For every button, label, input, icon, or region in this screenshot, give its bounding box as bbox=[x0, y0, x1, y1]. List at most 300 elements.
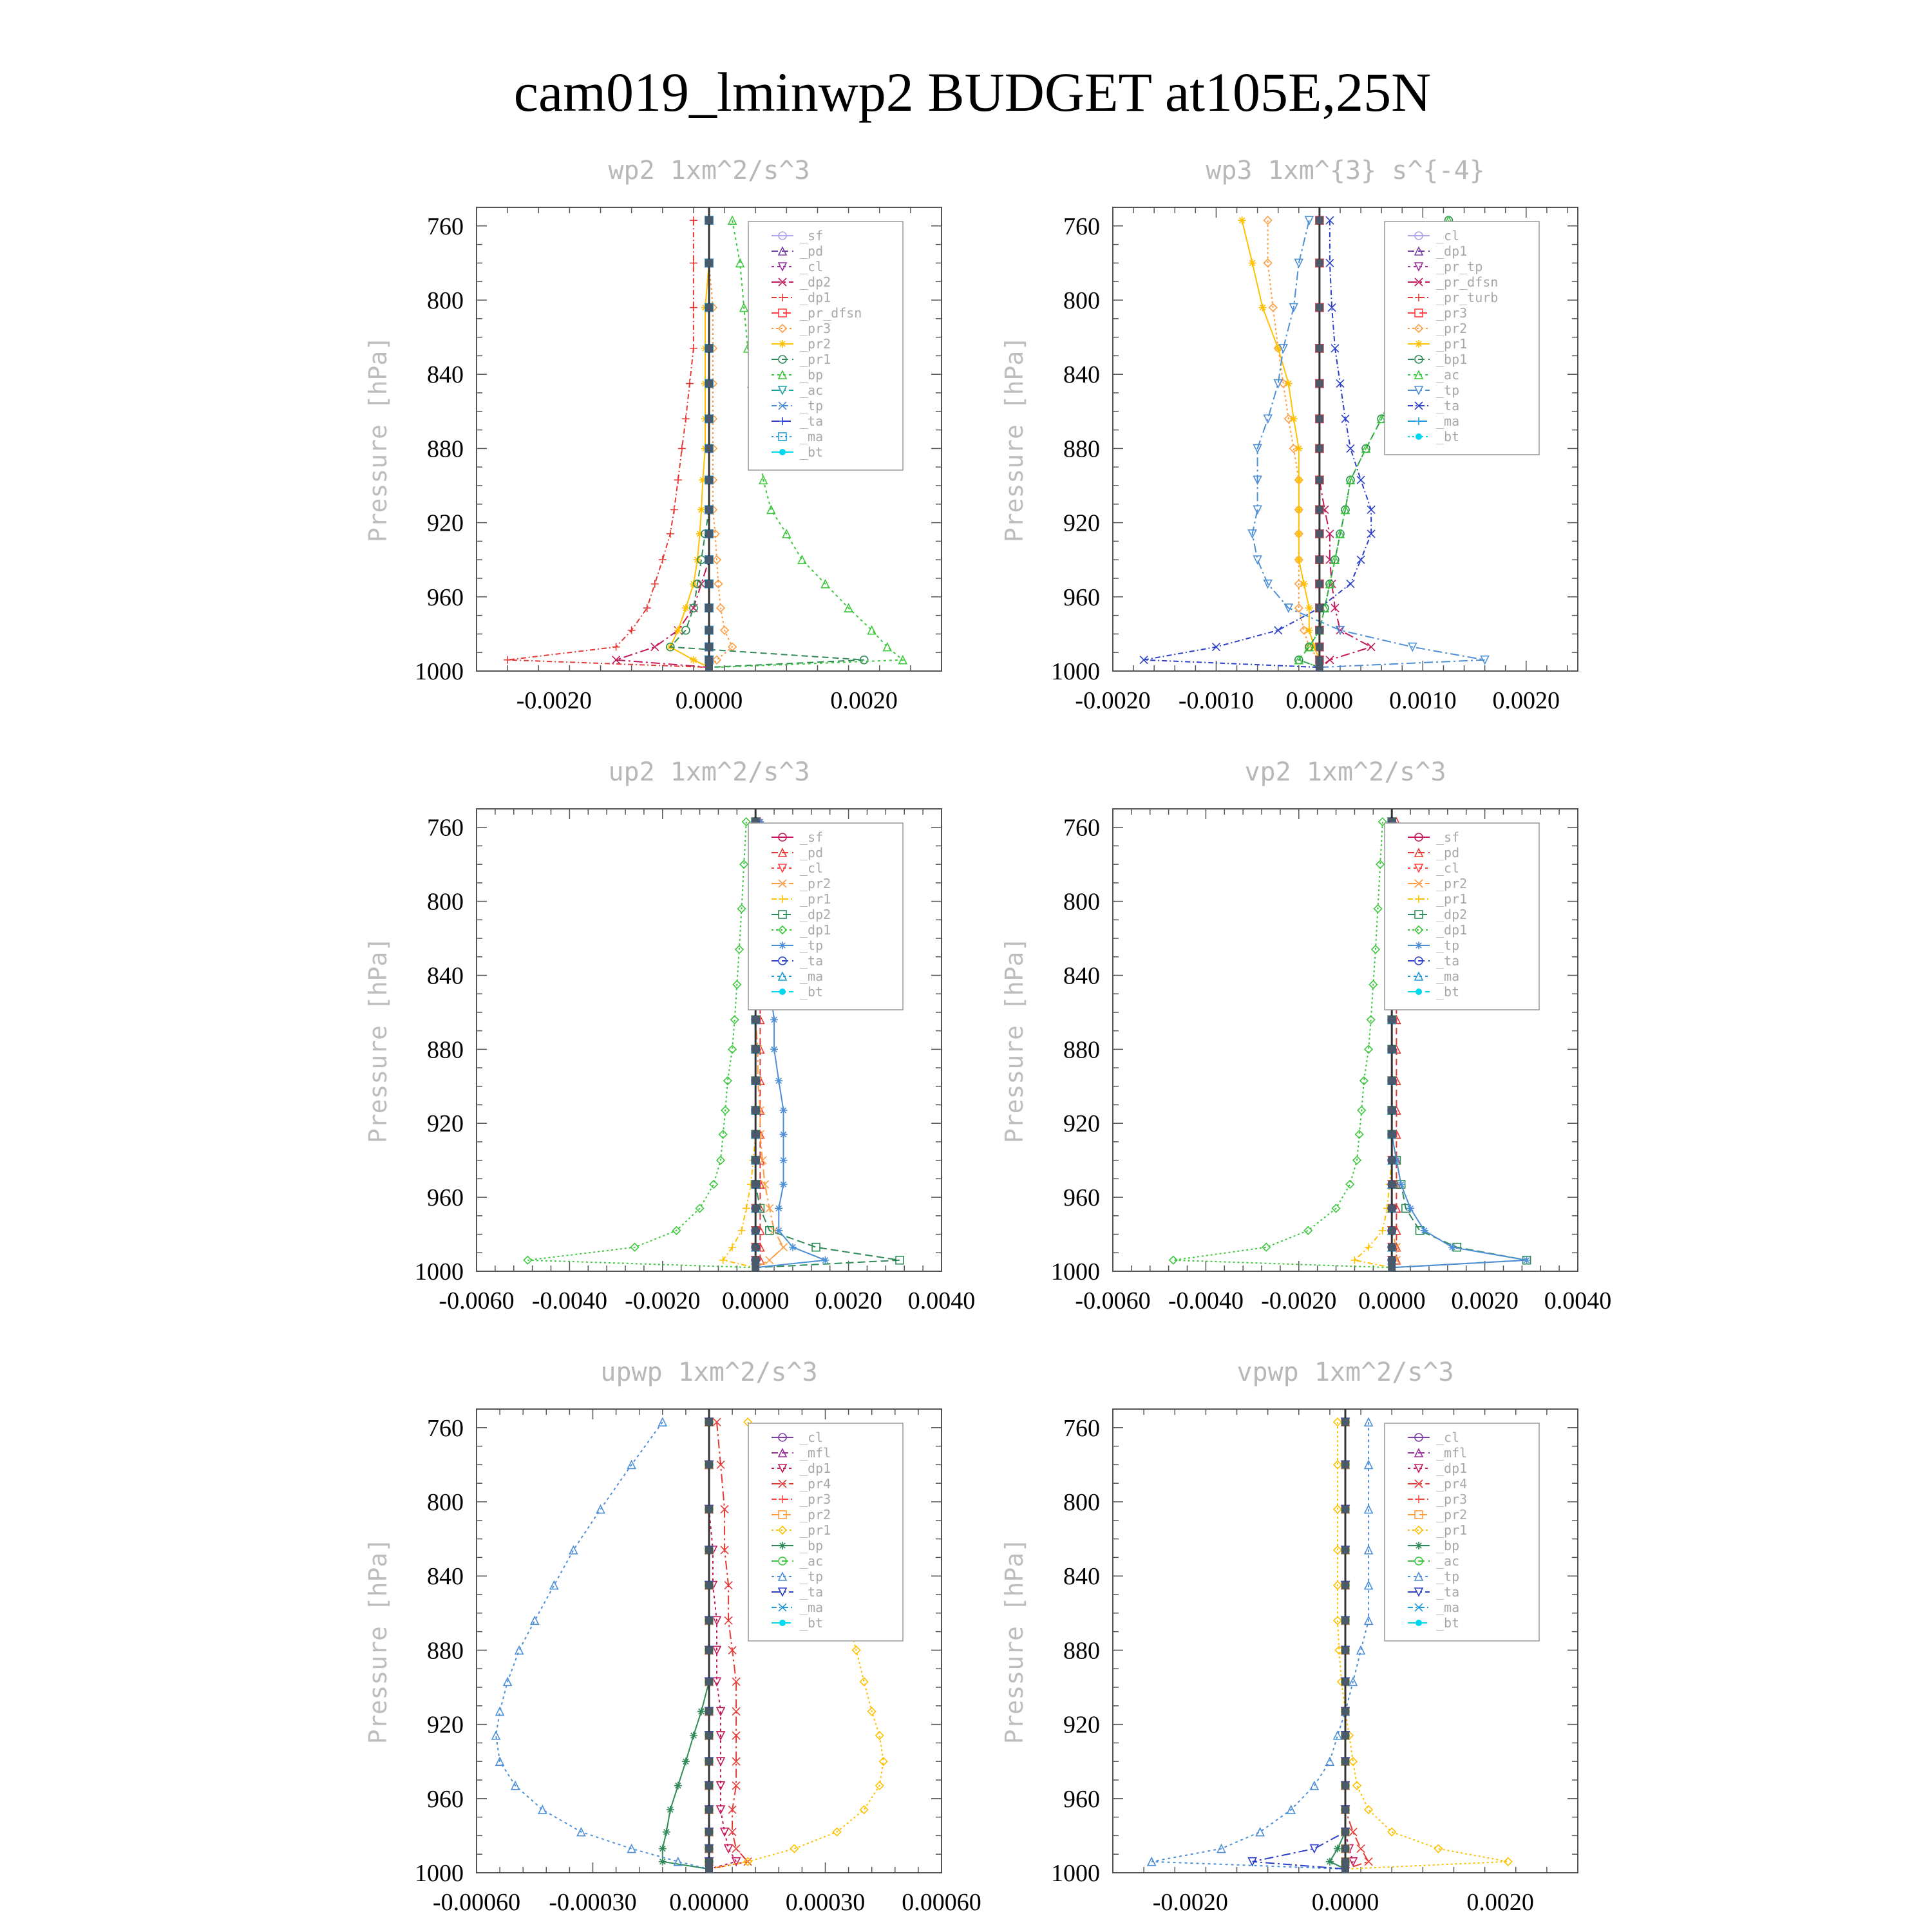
legend-label: _pr1 bbox=[800, 352, 831, 367]
panel-title: up2 1xm^2/s^3 bbox=[608, 757, 810, 787]
zero-marker bbox=[1388, 1227, 1396, 1235]
data-point_tp bbox=[1421, 1227, 1428, 1235]
y-tick-label: 960 bbox=[427, 583, 464, 611]
series-line_dp1 bbox=[507, 220, 709, 667]
data-point_pr1 bbox=[1305, 627, 1313, 634]
y-tick-label: 840 bbox=[1063, 361, 1100, 389]
zero-marker bbox=[1388, 1244, 1396, 1251]
x-tick-label: -0.0060 bbox=[439, 1287, 515, 1314]
zero-marker bbox=[705, 1461, 713, 1468]
chart-panel-1 bbox=[364, 156, 942, 714]
series-line_pr1 bbox=[1242, 220, 1320, 667]
zero-marker bbox=[1341, 1845, 1349, 1853]
legend-label: _pr3 bbox=[1436, 1492, 1468, 1507]
data-point_pr1 bbox=[1334, 1418, 1341, 1426]
data-point_pr_dfsn bbox=[1367, 643, 1375, 651]
legend bbox=[748, 222, 903, 470]
legend-label: _pr1 bbox=[1436, 1522, 1468, 1538]
x-tick-label: -0.0040 bbox=[531, 1287, 607, 1314]
data-point_dp1 bbox=[667, 530, 674, 538]
zero-marker bbox=[705, 1782, 713, 1790]
chart-panel-6 bbox=[1000, 1358, 1578, 1916]
legend-label: _bp1 bbox=[1436, 352, 1468, 367]
legend-label: _tp bbox=[1436, 1569, 1460, 1584]
zero-marker bbox=[1388, 1016, 1396, 1023]
data-point_pr1 bbox=[876, 1732, 884, 1739]
y-tick-label: 1000 bbox=[415, 658, 464, 685]
data-point_dp1 bbox=[682, 415, 690, 422]
zero-marker bbox=[705, 1757, 713, 1765]
legend-marker bbox=[1416, 433, 1422, 440]
data-point_pr1 bbox=[1365, 1244, 1372, 1251]
series-line_dp1 bbox=[1345, 1422, 1353, 1869]
zero-marker bbox=[1388, 1106, 1396, 1114]
data-point_dp2 bbox=[651, 643, 659, 651]
series-line_pr2 bbox=[1268, 220, 1320, 667]
panel-title: wp3 1xm^{3} s^{-4} bbox=[1206, 156, 1485, 185]
zero-marker bbox=[752, 1130, 759, 1138]
data-point_bp bbox=[674, 1782, 682, 1790]
zero-marker bbox=[1341, 1582, 1349, 1589]
data-point_pr4 bbox=[1357, 1845, 1365, 1853]
data-point_pr3 bbox=[713, 656, 721, 664]
data-point_bp bbox=[667, 1806, 674, 1814]
data-point_tp bbox=[538, 1806, 546, 1814]
y-tick-label: 760 bbox=[1063, 1414, 1100, 1442]
legend-label: _ta bbox=[800, 1584, 824, 1600]
legend-label: _mfl bbox=[1436, 1445, 1468, 1461]
zero-marker bbox=[1316, 345, 1323, 352]
zero-marker bbox=[1316, 380, 1323, 388]
legend-label: _bt bbox=[800, 444, 824, 460]
y-tick-label: 920 bbox=[1063, 509, 1100, 537]
x-tick-label: 0.0000 bbox=[1358, 1287, 1426, 1314]
data-point_pr2 bbox=[780, 1244, 788, 1251]
data-point_bp bbox=[682, 1757, 690, 1765]
data-point_dp1 bbox=[628, 627, 636, 634]
legend-label: _bt bbox=[1436, 1615, 1460, 1631]
data-point_pr2 bbox=[674, 627, 682, 634]
x-tick-label: -0.00030 bbox=[549, 1889, 637, 1916]
legend-label: _pr2 bbox=[800, 1507, 831, 1522]
zero-marker bbox=[752, 1045, 759, 1053]
data-point_tp bbox=[822, 1256, 829, 1264]
legend-label: _pr2 bbox=[800, 336, 831, 352]
x-tick-label: -0.0060 bbox=[1075, 1287, 1151, 1314]
zero-marker bbox=[752, 1264, 759, 1271]
legend-marker bbox=[779, 449, 786, 455]
y-tick-label: 960 bbox=[1063, 583, 1100, 611]
y-tick-label: 1000 bbox=[415, 1860, 464, 1887]
legend-label: _bt bbox=[1436, 429, 1460, 444]
data-point_tp bbox=[628, 1845, 636, 1853]
zero-marker bbox=[752, 1180, 759, 1188]
data-point_pr1 bbox=[1295, 444, 1303, 452]
series-line_pr_dfsn bbox=[1320, 220, 1371, 667]
legend-label: _pr_tp bbox=[1436, 259, 1483, 274]
y-tick-label: 840 bbox=[1063, 962, 1100, 990]
legend-label: _pr2 bbox=[1436, 1507, 1468, 1522]
legend-marker bbox=[779, 1620, 786, 1626]
y-tick-label: 960 bbox=[427, 1184, 464, 1212]
data-point_pr1 bbox=[1238, 216, 1246, 224]
chart-panel-4 bbox=[1000, 757, 1611, 1314]
zero-marker bbox=[1316, 643, 1323, 651]
data-point_tp bbox=[550, 1582, 558, 1589]
data-point_bp bbox=[690, 1732, 697, 1739]
y-tick-label: 920 bbox=[1063, 1110, 1100, 1138]
y-tick-label: 880 bbox=[1063, 435, 1100, 463]
x-tick-label: 0.00030 bbox=[785, 1889, 866, 1916]
y-tick-label: 840 bbox=[427, 962, 464, 990]
data-point_pr2 bbox=[1264, 216, 1272, 224]
legend-label: _sf bbox=[1436, 829, 1460, 845]
zero-marker bbox=[1316, 506, 1323, 513]
data-point_pr2 bbox=[682, 604, 690, 612]
zero-marker bbox=[705, 304, 713, 312]
y-tick-label: 920 bbox=[427, 509, 464, 537]
zero-marker bbox=[1341, 1461, 1349, 1468]
legend-label: _pr1 bbox=[1436, 891, 1468, 907]
zero-marker bbox=[705, 1418, 713, 1426]
data-point_pr1 bbox=[790, 1845, 798, 1853]
legend-marker bbox=[1416, 989, 1422, 995]
chart-panel-3 bbox=[364, 757, 975, 1314]
data-point_ta bbox=[1347, 444, 1354, 452]
zero-marker bbox=[705, 1707, 713, 1715]
zero-marker bbox=[1316, 604, 1323, 612]
legend-label: _pr3 bbox=[800, 1492, 831, 1507]
x-tick-label: -0.0020 bbox=[625, 1287, 701, 1314]
data-point_tp bbox=[515, 1646, 523, 1654]
zero-marker bbox=[705, 604, 713, 612]
legend-label: _ta bbox=[800, 413, 824, 429]
y-tick-label: 760 bbox=[1063, 213, 1100, 240]
x-tick-label: 0.0020 bbox=[1492, 687, 1560, 714]
zero-marker bbox=[1388, 1180, 1396, 1188]
legend-label: _pr2 bbox=[1436, 321, 1468, 336]
zero-marker bbox=[705, 656, 713, 664]
zero-marker bbox=[752, 1244, 759, 1251]
chart-panel-5 bbox=[364, 1358, 981, 1916]
legend-label: _cl bbox=[1436, 228, 1460, 243]
panels bbox=[364, 156, 1611, 1916]
series-line_dp2 bbox=[616, 220, 709, 667]
zero-marker bbox=[705, 1506, 713, 1513]
legend-label: _ac bbox=[800, 1553, 824, 1569]
data-point_dp1 bbox=[504, 656, 511, 664]
legend-marker bbox=[1415, 1542, 1423, 1549]
zero-marker bbox=[1316, 259, 1323, 267]
series-line_dp1 bbox=[1173, 822, 1392, 1267]
y-tick-label: 960 bbox=[427, 1785, 464, 1813]
legend-label: _pr2 bbox=[800, 876, 831, 891]
zero-marker bbox=[705, 530, 713, 538]
data-point_tp bbox=[1326, 1757, 1334, 1765]
data-point_tp bbox=[780, 1180, 788, 1188]
y-tick-label: 760 bbox=[427, 814, 464, 842]
data-point_dp1 bbox=[686, 380, 694, 388]
data-point_tp bbox=[1264, 415, 1272, 422]
y-tick-label: 840 bbox=[427, 361, 464, 389]
legend-label: _bp bbox=[1436, 1538, 1460, 1553]
data-point_tp bbox=[1305, 216, 1313, 224]
zero-marker bbox=[1341, 1418, 1349, 1426]
legend-label: _ma bbox=[1436, 1600, 1460, 1615]
y-tick-label: 960 bbox=[1063, 1184, 1100, 1212]
legend-label: _ma bbox=[800, 969, 824, 984]
y-tick-label: 920 bbox=[427, 1711, 464, 1739]
y-tick-label: 800 bbox=[1063, 888, 1100, 916]
zero-marker bbox=[1341, 1646, 1349, 1654]
zero-marker bbox=[705, 1828, 713, 1836]
data-point_pr1 bbox=[1365, 1806, 1372, 1814]
legend-label: _pr4 bbox=[1436, 1476, 1468, 1492]
zero-marker bbox=[1316, 216, 1323, 224]
data-point_dp1 bbox=[612, 643, 620, 651]
zero-marker bbox=[1316, 627, 1323, 634]
data-point_pr1 bbox=[743, 1204, 750, 1212]
legend-label: _bp bbox=[800, 1538, 824, 1553]
zero-marker bbox=[705, 1732, 713, 1739]
y-tick-label: 840 bbox=[1063, 1563, 1100, 1591]
legend-label: _dp2 bbox=[800, 907, 831, 922]
legend-label: _ma bbox=[800, 429, 824, 444]
legend-label: _cl bbox=[800, 1430, 824, 1445]
legend bbox=[748, 1423, 903, 1641]
legend-label: _ac bbox=[800, 383, 824, 398]
y-tick-label: 760 bbox=[427, 213, 464, 240]
x-tick-label: -0.0020 bbox=[1075, 687, 1151, 714]
zero-marker bbox=[1341, 1806, 1349, 1814]
zero-marker bbox=[705, 1616, 713, 1624]
zero-marker bbox=[1341, 1678, 1349, 1685]
data-point_tp bbox=[1406, 1204, 1414, 1212]
data-point_dp1 bbox=[651, 580, 659, 588]
series-line_pr3 bbox=[709, 220, 732, 667]
series-line_dp1 bbox=[527, 822, 755, 1267]
zero-marker bbox=[705, 627, 713, 634]
zero-marker bbox=[705, 345, 713, 352]
data-point_tp bbox=[1334, 1732, 1341, 1739]
data-point_pr4 bbox=[1349, 1828, 1357, 1836]
legend-label: _cl bbox=[800, 860, 824, 876]
zero-marker bbox=[705, 643, 713, 651]
zero-marker bbox=[1341, 1828, 1349, 1836]
y-tick-label: 880 bbox=[427, 435, 464, 463]
y-tick-label: 920 bbox=[427, 1110, 464, 1138]
panel-title: vpwp 1xm^2/s^3 bbox=[1236, 1358, 1454, 1387]
data-point_bp bbox=[663, 1828, 670, 1836]
zero-marker bbox=[705, 1858, 713, 1866]
y-axis-label: Pressure [hPa] bbox=[1000, 936, 1028, 1144]
data-point_tp bbox=[775, 1077, 782, 1084]
data-point_tp bbox=[659, 1418, 667, 1426]
y-tick-label: 880 bbox=[1063, 1036, 1100, 1064]
data-point_tp bbox=[1365, 1418, 1372, 1426]
legend-label: _ma bbox=[1436, 413, 1460, 429]
zero-marker bbox=[1341, 1732, 1349, 1739]
x-tick-label: 0.0000 bbox=[1311, 1889, 1379, 1916]
data-point_dp1 bbox=[659, 556, 667, 564]
data-point_tp bbox=[770, 1045, 778, 1053]
legend-label: _ma bbox=[1436, 969, 1460, 984]
series-line_tp bbox=[496, 1422, 709, 1869]
data-point_dp1 bbox=[690, 304, 697, 312]
legend-label: _pd bbox=[1436, 845, 1460, 860]
zero-marker bbox=[705, 1546, 713, 1554]
legend-label: _bt bbox=[1436, 984, 1460, 999]
legend-label: _bt bbox=[800, 1615, 824, 1631]
data-point_ta bbox=[1367, 506, 1375, 513]
zero-marker bbox=[705, 506, 713, 513]
legend-label: _pr_dfsn bbox=[800, 305, 862, 321]
zero-marker bbox=[705, 1865, 713, 1873]
y-axis-label: Pressure [hPa] bbox=[1000, 1537, 1028, 1745]
x-tick-label: -0.0010 bbox=[1178, 687, 1255, 714]
x-tick-label: 0.0020 bbox=[1451, 1287, 1519, 1314]
x-tick-label: 0.0000 bbox=[1285, 687, 1354, 714]
data-point_pr4 bbox=[732, 1707, 740, 1715]
zero-marker bbox=[1341, 1757, 1349, 1765]
x-tick-label: 0.0010 bbox=[1389, 687, 1457, 714]
legend-label: _ac bbox=[1436, 1553, 1460, 1569]
legend-label: _cl bbox=[1436, 1430, 1460, 1445]
y-tick-label: 880 bbox=[427, 1036, 464, 1064]
zero-marker bbox=[1341, 1865, 1349, 1873]
data-point_ta bbox=[1357, 476, 1365, 484]
legend-label: _cl bbox=[1436, 860, 1460, 876]
zero-marker bbox=[1341, 1858, 1349, 1866]
zero-marker bbox=[705, 1678, 713, 1685]
data-point_dp1 bbox=[690, 345, 697, 352]
y-axis-label: Pressure [hPa] bbox=[364, 336, 392, 543]
data-point_pr1 bbox=[1295, 506, 1303, 513]
data-point_dp1 bbox=[710, 1180, 717, 1188]
zero-marker bbox=[752, 1077, 759, 1084]
zero-marker bbox=[1316, 444, 1323, 452]
zero-marker bbox=[705, 1646, 713, 1654]
zero-marker bbox=[1388, 1157, 1396, 1164]
data-point_dp1 bbox=[690, 216, 697, 224]
data-point_pr1 bbox=[1290, 415, 1298, 422]
legend-label: _ta bbox=[1436, 953, 1460, 969]
y-axis-label: Pressure [hPa] bbox=[364, 1537, 392, 1745]
legend-label: _dp2 bbox=[1436, 907, 1468, 922]
zero-marker bbox=[1341, 1506, 1349, 1513]
y-tick-label: 760 bbox=[427, 1414, 464, 1442]
x-tick-label: 0.00000 bbox=[669, 1889, 749, 1916]
legend-label: _pr1 bbox=[800, 891, 831, 907]
legend-marker bbox=[1415, 340, 1423, 348]
zero-marker bbox=[1341, 1616, 1349, 1624]
y-axis-label: Pressure [hPa] bbox=[1000, 336, 1028, 543]
zero-marker bbox=[1388, 1130, 1396, 1138]
legend-marker bbox=[779, 989, 786, 995]
data-point_dp1 bbox=[1262, 1244, 1270, 1251]
legend-marker bbox=[1415, 942, 1423, 949]
data-point_tp bbox=[775, 1227, 782, 1235]
zero-marker bbox=[1316, 530, 1323, 538]
data-point_dp1 bbox=[670, 506, 678, 513]
data-point_tp bbox=[775, 1204, 782, 1212]
legend-label: _dp1 bbox=[1436, 922, 1468, 938]
panel-title: vp2 1xm^2/s^3 bbox=[1244, 757, 1446, 787]
data-point_pr1 bbox=[1249, 259, 1256, 267]
zero-marker bbox=[705, 259, 713, 267]
data-point_pr1 bbox=[1295, 476, 1303, 484]
zero-marker bbox=[705, 556, 713, 564]
data-point_bp bbox=[659, 1845, 667, 1853]
x-tick-label: 0.00060 bbox=[902, 1889, 981, 1916]
legend-label: _dp1 bbox=[1436, 1461, 1468, 1476]
legend bbox=[1385, 823, 1539, 1010]
legend-label: _pr_turb bbox=[1436, 290, 1499, 305]
legend-label: _pr4 bbox=[800, 1476, 831, 1492]
legend-label: _dp1 bbox=[800, 1461, 831, 1476]
legend-label: _sf bbox=[800, 228, 824, 243]
x-tick-label: 0.0020 bbox=[830, 687, 898, 714]
legend-label: _ma bbox=[800, 1600, 824, 1615]
zero-marker bbox=[1388, 1204, 1396, 1212]
data-point_tp bbox=[780, 1106, 788, 1114]
zero-marker bbox=[752, 1106, 759, 1114]
legend-label: _tp bbox=[1436, 938, 1460, 953]
y-axis-label: Pressure [hPa] bbox=[364, 936, 392, 1144]
x-tick-label: 0.0020 bbox=[815, 1287, 882, 1314]
zero-marker bbox=[705, 216, 713, 224]
legend-label: _tp bbox=[800, 398, 824, 413]
data-point_pr_dfsn bbox=[1326, 656, 1334, 664]
legend-label: _sf bbox=[800, 829, 824, 845]
legend-label: _bt bbox=[800, 984, 824, 999]
data-point_tp bbox=[780, 1130, 788, 1138]
data-point_tp bbox=[531, 1616, 538, 1624]
y-tick-label: 1000 bbox=[1051, 1860, 1100, 1887]
legend-label: _ta bbox=[1436, 398, 1460, 413]
y-tick-label: 1000 bbox=[1051, 658, 1100, 685]
zero-marker bbox=[1388, 1077, 1396, 1084]
series-line_dp1 bbox=[709, 1422, 736, 1869]
data-point_pr1 bbox=[1350, 1256, 1358, 1264]
legend-label: _pr1 bbox=[1436, 336, 1468, 352]
legend bbox=[748, 823, 903, 1010]
y-tick-label: 840 bbox=[427, 1563, 464, 1591]
legend-label: _dp1 bbox=[800, 922, 831, 938]
data-point_pr1 bbox=[738, 1227, 746, 1235]
data-point_pr1 bbox=[1379, 1227, 1387, 1235]
legend-label: _pd bbox=[800, 243, 824, 259]
zero-marker bbox=[1341, 1707, 1349, 1715]
zero-marker bbox=[705, 415, 713, 422]
zero-marker bbox=[1316, 415, 1323, 422]
x-tick-label: 0.0040 bbox=[907, 1287, 976, 1314]
legend bbox=[1385, 1423, 1539, 1641]
data-point_tp bbox=[1448, 1244, 1456, 1251]
legend-label: _pr3 bbox=[1436, 305, 1468, 321]
data-point_tp bbox=[1357, 1646, 1365, 1654]
zero-marker bbox=[752, 1016, 759, 1023]
zero-marker bbox=[705, 444, 713, 452]
data-point_pr1 bbox=[1305, 604, 1313, 612]
zero-marker bbox=[1316, 304, 1323, 312]
legend-label: _cl bbox=[800, 259, 824, 274]
y-tick-label: 1000 bbox=[1051, 1258, 1100, 1285]
legend-label: _tp bbox=[800, 1569, 824, 1584]
x-tick-label: -0.0040 bbox=[1168, 1287, 1244, 1314]
zero-marker bbox=[705, 663, 713, 671]
data-point_bp bbox=[728, 216, 736, 224]
